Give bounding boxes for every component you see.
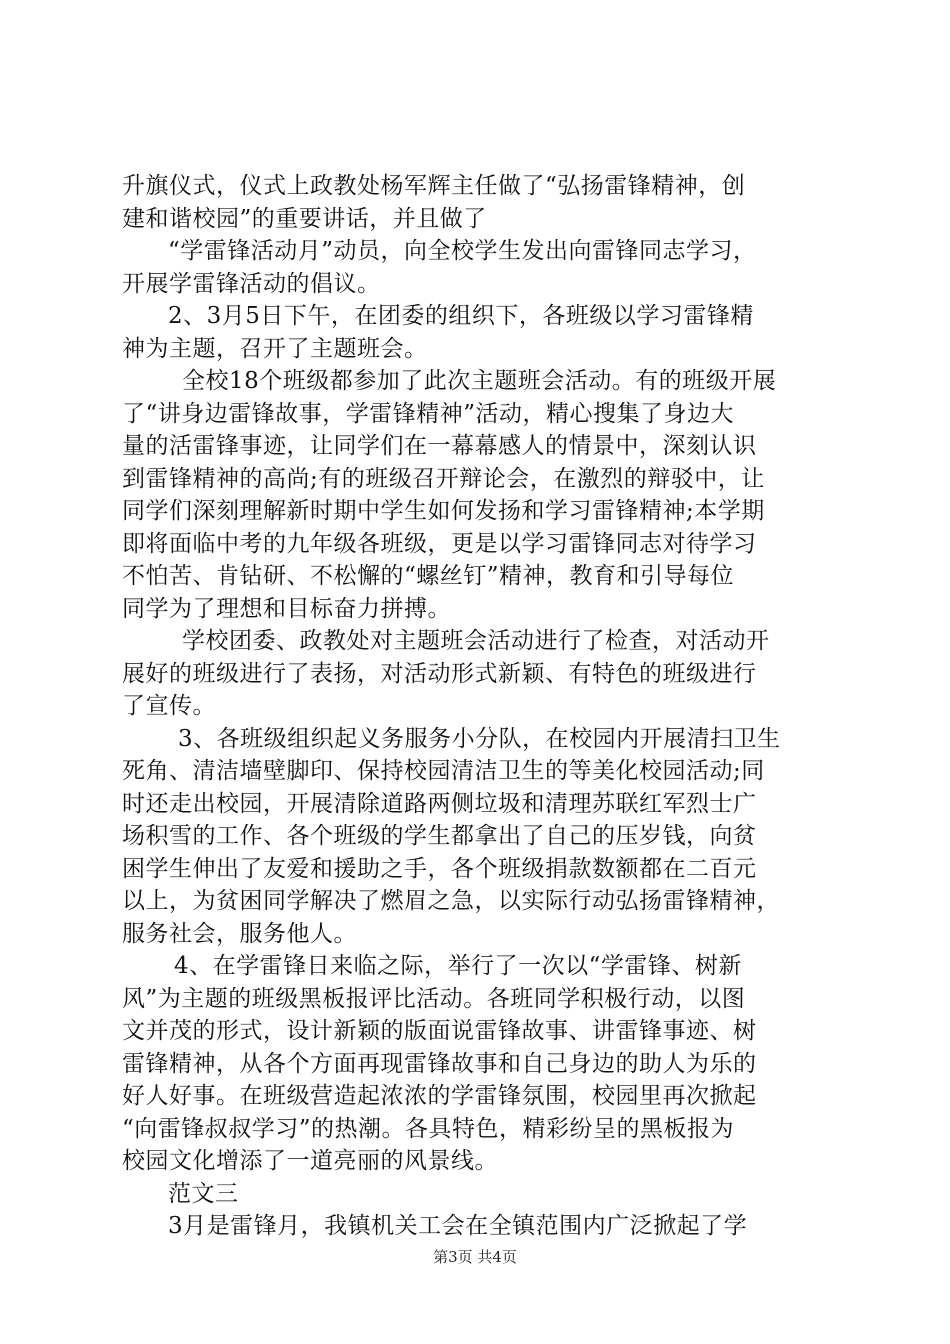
text-line: 同学为了理想和目标奋力拼搏。: [122, 595, 451, 622]
text-line: 展好的班级进行了表扬，对活动形式新颖、有特色的班级进行: [122, 660, 757, 687]
text-line: 到雷锋精神的高尚;有的班级召开辩论会，在激烈的辩驳中，让: [122, 465, 765, 492]
text-line: 范文三: [168, 1180, 239, 1207]
text-line: 量的活雷锋事迹，让同学们在一幕幕感人的情景中，深刻认识: [122, 433, 757, 459]
text-line: “学雷锋活动月”动员，向全校学生发出向雷锋同志学习，: [168, 238, 757, 264]
text-line: 升旗仪式，仪式上政教处杨军辉主任做了“弘扬雷锋精神，创: [122, 173, 746, 199]
text-line: 时还走出校园，开展清除道路两侧垃圾和清理苏联红军烈士广: [122, 790, 757, 817]
text-line: 好人好事。在班级营造起浓浓的学雷锋氛围，校园里再次掀起: [122, 1083, 757, 1109]
text-line: 即将面临中考的九年级各班级，更是以学习雷锋同志对待学习: [122, 530, 757, 557]
text-line: 困学生伸出了友爱和援助之手，各个班级捐款数额都在二百元: [122, 855, 757, 882]
text-line: 场积雪的工作、各个班级的学生都拿出了自己的压岁钱，向贫: [122, 823, 757, 849]
text-line: 建和谐校园”的重要讲话，并且做了: [122, 205, 487, 232]
text-line: 校园文化增添了一道亮丽的风景线。: [122, 1148, 498, 1174]
document-body: [122, 170, 842, 1243]
text-line: 风”为主题的班级黑板报评比活动。各班同学积极行动，以图: [122, 985, 746, 1012]
text-line: 2、3月5日下午，在团委的组织下，各班级以学习雷锋精: [168, 303, 754, 329]
text-line: 神为主题，召开了主题班会。: [122, 335, 428, 362]
text-line: 了“讲身边雷锋故事，学雷锋精神”活动，精心搜集了身边大: [122, 400, 735, 427]
text-line: 服务社会，服务他人。: [122, 920, 357, 947]
text-line: 了宣传。: [122, 693, 216, 719]
text-line: 文并茂的形式，设计新颖的版面说雷锋故事、讲雷锋事迹、树: [122, 1018, 757, 1044]
page-number-label: 第3页 共4页: [433, 1248, 517, 1266]
text-line: 4、在学雷锋日来临之际，举行了一次以“学雷锋、树新: [174, 953, 742, 979]
text-line: 3月是雷锋月，我镇机关工会在全镇范围内广泛掀起了学: [168, 1213, 748, 1239]
text-line: 学校团委、政教处对主题班会活动进行了检查，对活动开: [182, 628, 770, 654]
text-line: 死角、清洁墙壁脚印、保持校园清洁卫生的等美化校园活动;同: [122, 758, 765, 784]
text-line: 全校18个班级都参加了此次主题班会活动。有的班级开展: [182, 368, 777, 394]
text-line: 不怕苦、肯钻研、不松懈的“螺丝钉”精神，教育和引导每位: [122, 563, 735, 589]
text-line: 开展学雷锋活动的倡议。: [122, 270, 381, 297]
text-line: 雷锋精神，从各个方面再现雷锋故事和自己身边的助人为乐的: [122, 1050, 757, 1077]
text-line: 以上，为贫困同学解决了燃眉之急，以实际行动弘扬雷锋精神，: [122, 888, 780, 914]
page-footer: [0, 1246, 950, 1267]
text-line: 3、各班级组织起义务服务小分队，在校园内开展清扫卫生: [178, 725, 781, 752]
text-line: 同学们深刻理解新时期中学生如何发扬和学习雷锋精神;本学期: [122, 498, 765, 524]
text-line: “向雷锋叔叔学习”的热潮。各具特色，精彩纷呈的黑板报为: [122, 1115, 735, 1142]
